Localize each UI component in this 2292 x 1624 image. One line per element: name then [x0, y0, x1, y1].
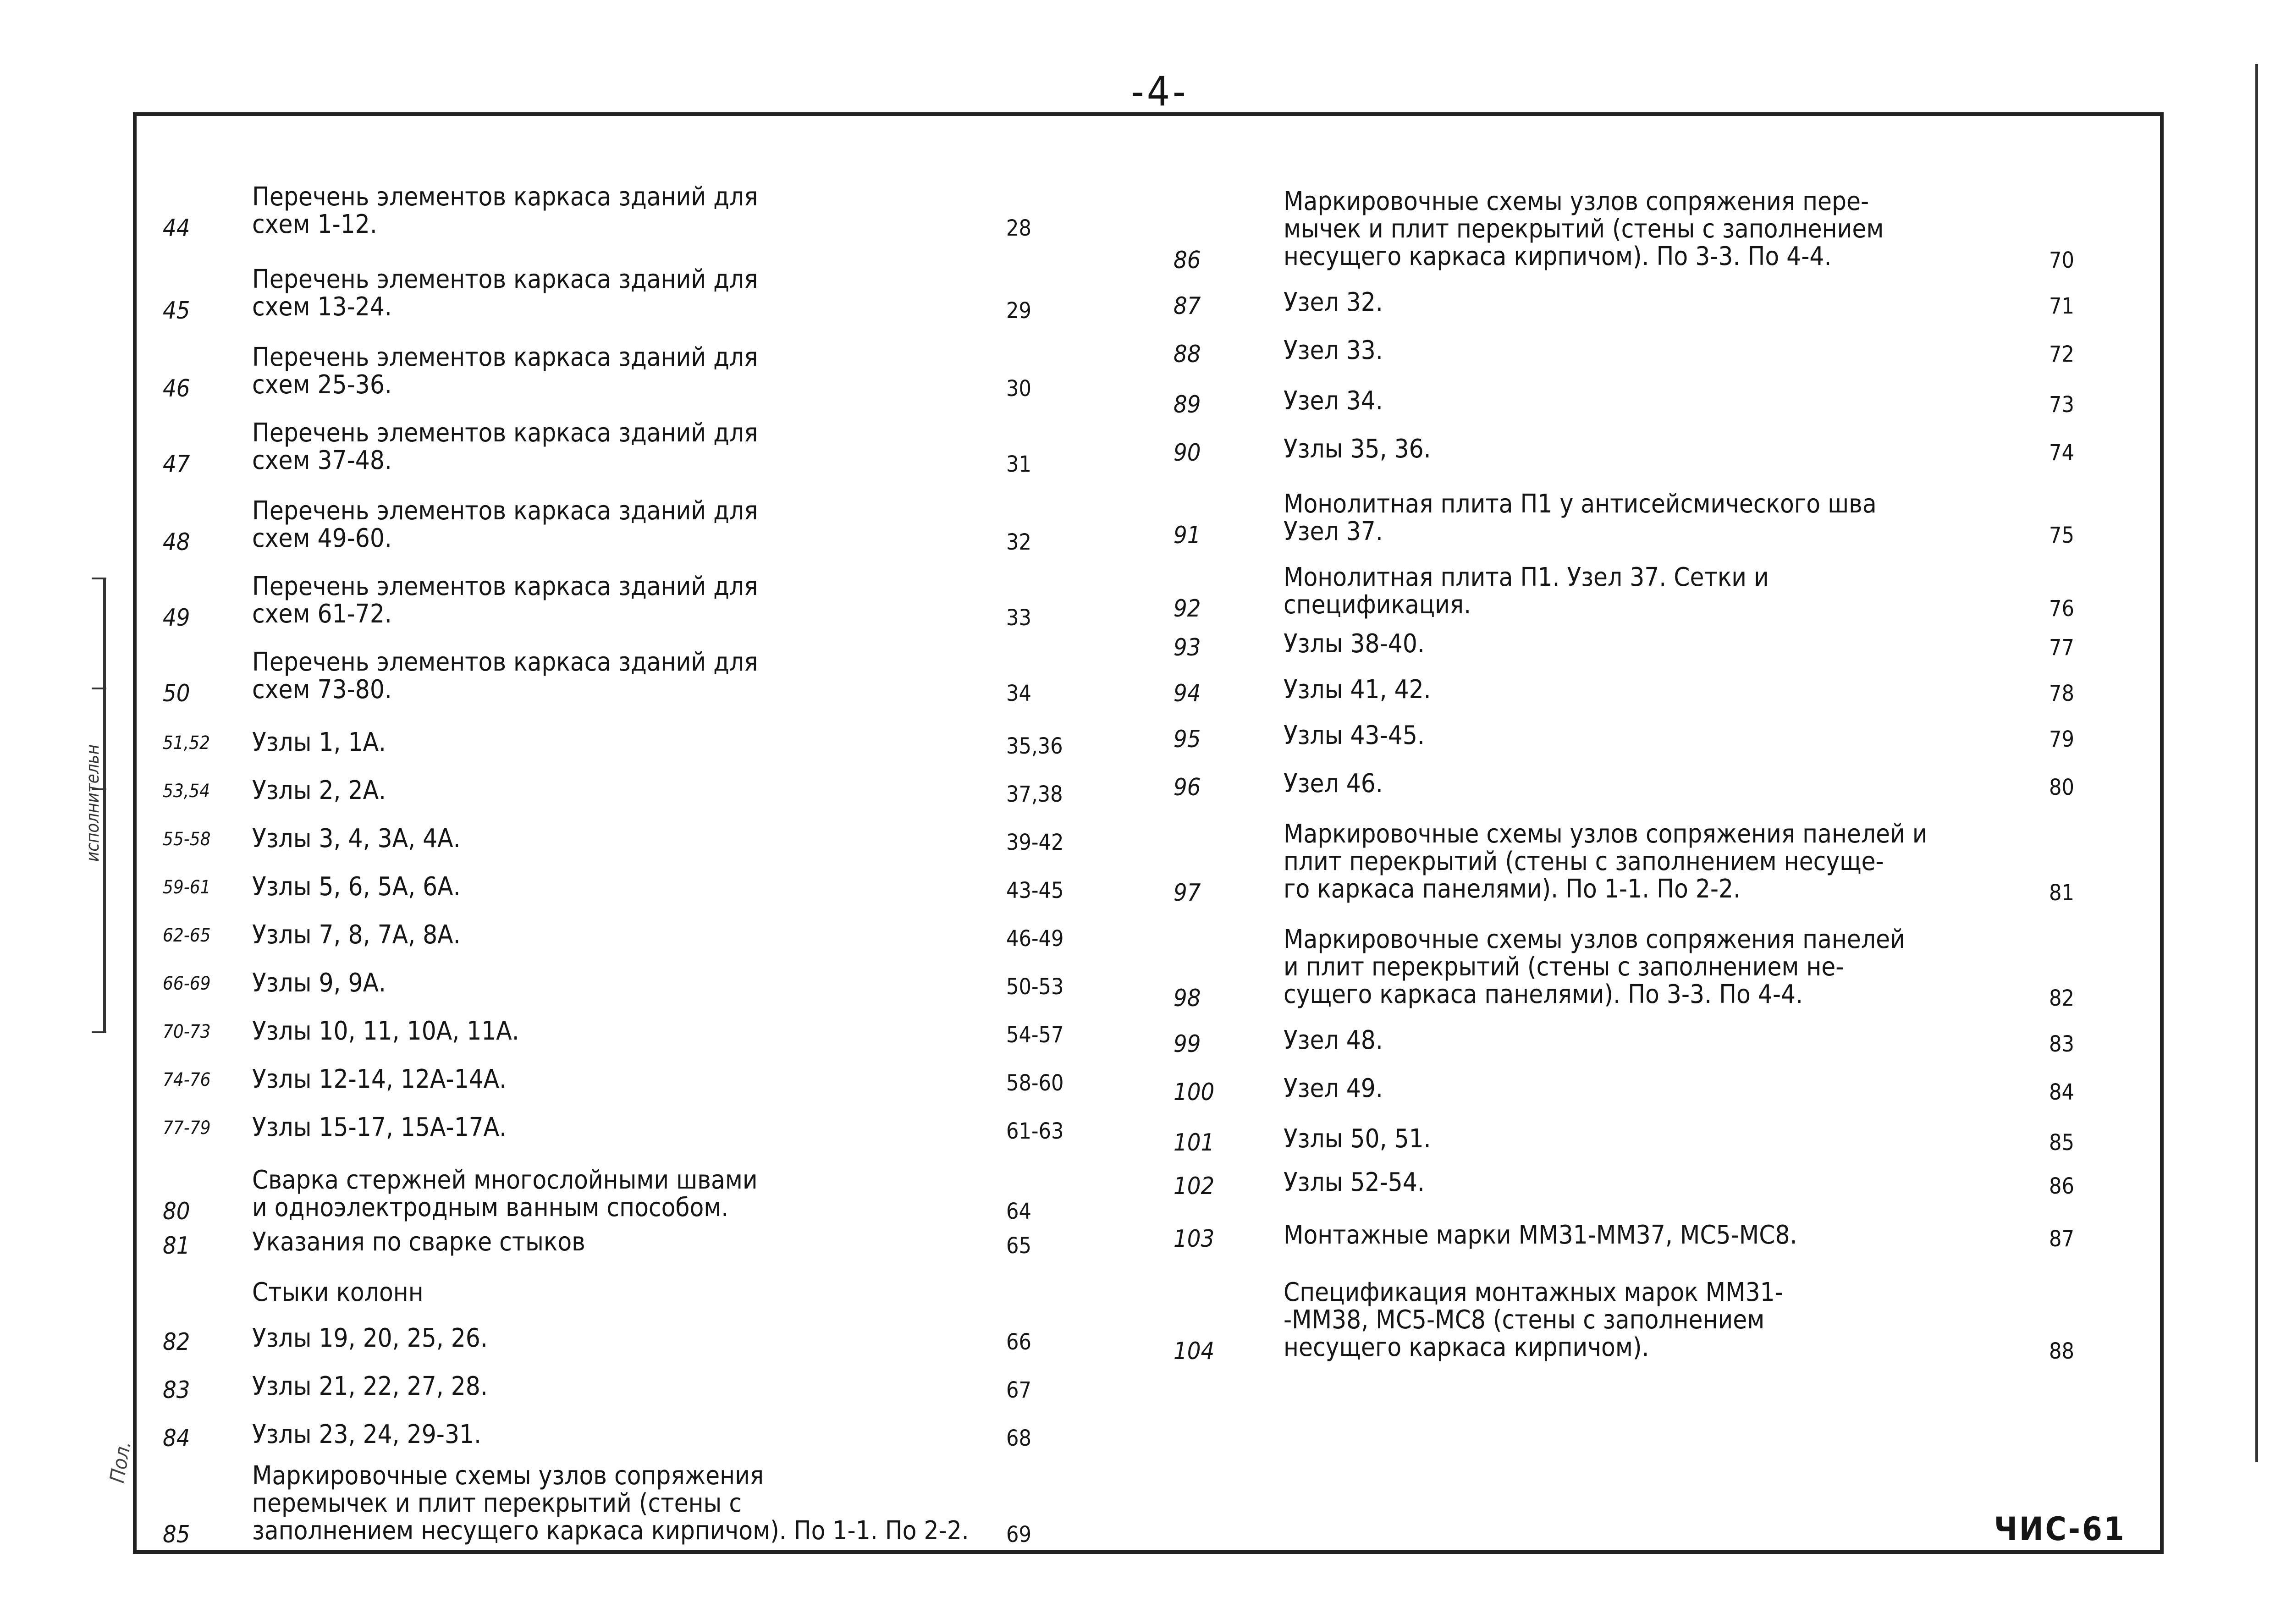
entry-number: 50 — [163, 680, 190, 707]
entry-number: 81 — [163, 1232, 190, 1260]
entry-number: 70-73 — [163, 1021, 211, 1042]
entry-number: 48 — [163, 528, 190, 556]
entry-title: Узел 49. — [1284, 1073, 1383, 1103]
entry-number: 87 — [1174, 292, 1201, 320]
entry-number: 90 — [1174, 439, 1201, 467]
entry-title: Перечень элементов каркаса зданий для схем 25-36. — [252, 342, 758, 400]
entry-number: 96 — [1174, 774, 1201, 801]
entry-title: Узлы 9, 9А. — [252, 968, 386, 998]
entry-title: Узлы 2, 2А. — [252, 776, 386, 805]
entry-page: 29 — [1006, 298, 1031, 324]
entry-page: 78 — [2049, 681, 2074, 706]
entry-title: Перечень элементов каркаса зданий для схем 37-48. — [252, 418, 758, 475]
entry-number: 94 — [1174, 680, 1201, 707]
entry-number: 86 — [1174, 247, 1201, 274]
right-margin-rule — [2255, 64, 2258, 1462]
entry-page: 31 — [1006, 451, 1031, 477]
entry-number: 82 — [163, 1328, 190, 1356]
entry-number: 44 — [163, 215, 190, 242]
entry-number: 95 — [1174, 726, 1201, 753]
entry-number: 51,52 — [163, 732, 210, 754]
entry-title: Монолитная плита П1. Узел 37. Сетки и спецификация. — [1284, 562, 1769, 620]
binding-tick — [92, 688, 106, 689]
entry-page: 58-60 — [1006, 1070, 1064, 1096]
entry-page: 50-53 — [1006, 974, 1064, 1000]
entry-number: 74-76 — [163, 1069, 211, 1090]
entry-page: 28 — [1006, 215, 1031, 241]
entry-page: 71 — [2049, 293, 2074, 319]
entry-page: 67 — [1006, 1377, 1031, 1403]
entry-title: Узлы 35, 36. — [1284, 434, 1431, 464]
entry-page: 69 — [1006, 1522, 1031, 1547]
entry-number: 89 — [1174, 391, 1201, 418]
entry-title: Узлы 43-45. — [1284, 721, 1425, 750]
binding-tick — [92, 1031, 106, 1033]
entry-number: 84 — [163, 1425, 190, 1452]
entry-title: Узлы 12-14, 12А-14А. — [252, 1064, 507, 1094]
entry-page: 87 — [2049, 1226, 2074, 1252]
entry-page: 61-63 — [1006, 1118, 1064, 1144]
entry-title: Стыки колонн — [252, 1277, 424, 1307]
entry-title: Маркировочные схемы узлов сопряжения панелей и плит перекрытий (стены с заполнением не- сущего каркаса панелями). По 3-3. По 4-4. — [1284, 925, 1905, 1009]
entry-number: 77-79 — [163, 1118, 211, 1139]
entry-title: Узел 34. — [1284, 386, 1383, 416]
entry-title: Узел 32. — [1284, 287, 1383, 317]
entry-title: Узлы 19, 20, 25, 26. — [252, 1323, 488, 1353]
page-number: -4- — [1131, 68, 1189, 115]
entry-title: Спецификация монтажных марок ММ31- -ММ38, МС5-МС8 (стены с заполнением несущего каркаса кирпичом). — [1284, 1277, 1783, 1362]
entry-page: 80 — [2049, 775, 2074, 800]
entry-title: Узел 33. — [1284, 336, 1383, 365]
entry-page: 46-49 — [1006, 926, 1064, 952]
entry-number: 45 — [163, 297, 190, 325]
entry-number: 55-58 — [163, 829, 211, 850]
entry-number: 97 — [1174, 879, 1201, 907]
entry-page: 70 — [2049, 248, 2074, 273]
entry-page: 88 — [2049, 1338, 2074, 1364]
entry-title: Монтажные марки ММ31-ММ37, МС5-МС8. — [1284, 1220, 1797, 1250]
entry-title: Сварка стержней многослойными швами и одноэлектродным ванным способом. — [252, 1165, 758, 1222]
entry-title: Монолитная плита П1 у антисейсмического шва Узел 37. — [1284, 489, 1877, 546]
entry-title: Узлы 52-54. — [1284, 1167, 1425, 1197]
entry-title: Перечень элементов каркаса зданий для схем 13-24. — [252, 264, 758, 322]
entry-number: 102 — [1174, 1173, 1215, 1200]
entry-page: 85 — [2049, 1130, 2074, 1156]
entry-page: 35,36 — [1006, 733, 1063, 759]
entry-title: Узлы 38-40. — [1284, 629, 1425, 659]
entry-number: 47 — [163, 451, 190, 478]
entry-number: 59-61 — [163, 877, 211, 898]
entry-number: 99 — [1174, 1030, 1201, 1058]
entry-page: 34 — [1006, 681, 1031, 706]
entry-page: 82 — [2049, 985, 2074, 1011]
entry-number: 104 — [1174, 1338, 1215, 1365]
entry-title: Узлы 3, 4, 3А, 4А. — [252, 824, 461, 853]
entry-page: 54-57 — [1006, 1022, 1064, 1048]
entry-page: 86 — [2049, 1173, 2074, 1199]
entry-title: Маркировочные схемы узлов сопряжения перемычек и плит перекрытий (стены с заполнением несущего каркаса кирпичом). По 1-1. По 2-2. — [252, 1461, 969, 1546]
entry-title: Перечень элементов каркаса зданий для схем 49-60. — [252, 496, 758, 553]
entry-title: Маркировочные схемы узлов сопряжения пере- мычек и плит перекрытий (стены с заполнением несущего каркаса кирпичом). По 3-3. По 4-4. — [1284, 187, 1884, 271]
entry-number: 88 — [1174, 341, 1201, 368]
entry-page: 81 — [2049, 880, 2074, 906]
binding-text: исполнительн — [83, 744, 103, 862]
entry-title: Узлы 10, 11, 10А, 11А. — [252, 1016, 519, 1046]
entry-number: 83 — [163, 1376, 190, 1404]
entry-page: 64 — [1006, 1199, 1031, 1224]
binding-tick — [92, 578, 106, 579]
entry-number: 103 — [1174, 1225, 1215, 1253]
entry-number: 62-65 — [163, 925, 211, 946]
entry-number: 93 — [1174, 634, 1201, 661]
entry-page: 65 — [1006, 1233, 1031, 1259]
entry-title: Узлы 41, 42. — [1284, 675, 1431, 705]
entry-page: 74 — [2049, 440, 2074, 466]
entry-number: 66-69 — [163, 973, 211, 994]
entry-page: 79 — [2049, 727, 2074, 752]
entry-title: Узлы 7, 8, 7А, 8А. — [252, 920, 461, 950]
entry-page: 66 — [1006, 1329, 1031, 1355]
entry-number: 53,54 — [163, 781, 210, 802]
entry-page: 83 — [2049, 1031, 2074, 1057]
entry-page: 32 — [1006, 529, 1031, 555]
entry-page: 68 — [1006, 1426, 1031, 1451]
entry-number: 101 — [1174, 1129, 1215, 1156]
entry-page: 77 — [2049, 635, 2074, 661]
entry-title: Узлы 15-17, 15А-17А. — [252, 1112, 507, 1142]
entry-number: 49 — [163, 604, 190, 632]
entry-title: Узлы 1, 1А. — [252, 727, 386, 757]
entry-number: 46 — [163, 375, 190, 402]
entry-number: 80 — [163, 1198, 190, 1225]
entry-title: Перечень элементов каркаса зданий для схем 61-72. — [252, 572, 758, 629]
entry-title: Узлы 50, 51. — [1284, 1124, 1431, 1154]
entry-page: 39-42 — [1006, 830, 1064, 855]
entry-page: 72 — [2049, 341, 2074, 367]
sheet-code: ЧИС-61 — [1994, 1510, 2126, 1548]
entry-title: Указания по сварке стыков — [252, 1227, 585, 1257]
entry-page: 84 — [2049, 1079, 2074, 1105]
entry-title: Перечень элементов каркаса зданий для схем 73-80. — [252, 647, 758, 705]
entry-number: 92 — [1174, 595, 1201, 622]
entry-page: 73 — [2049, 392, 2074, 418]
entry-title: Узлы 21, 22, 27, 28. — [252, 1371, 488, 1401]
entry-page: 43-45 — [1006, 878, 1064, 903]
binding-signature: Пол. — [105, 1439, 136, 1485]
entry-title: Узлы 5, 6, 5А, 6А. — [252, 872, 461, 902]
entry-page: 76 — [2049, 596, 2074, 622]
entry-page: 33 — [1006, 605, 1031, 631]
entry-number: 98 — [1174, 985, 1201, 1012]
entry-title: Узлы 23, 24, 29-31. — [252, 1420, 482, 1449]
entry-number: 100 — [1174, 1079, 1215, 1106]
entry-title: Узел 46. — [1284, 769, 1383, 798]
entry-number: 91 — [1174, 522, 1201, 549]
binding-strip — [103, 578, 106, 1031]
entry-title: Узел 48. — [1284, 1025, 1383, 1055]
entry-title: Маркировочные схемы узлов сопряжения панелей и плит перекрытий (стены с заполнением несуще- го каркаса панелями). По 1-1. По 2-2. — [1284, 819, 1928, 904]
entry-number: 85 — [163, 1521, 190, 1548]
entry-page: 37,38 — [1006, 782, 1063, 807]
entry-title: Перечень элементов каркаса зданий для схем 1-12. — [252, 182, 758, 239]
entry-page: 75 — [2049, 523, 2074, 548]
entry-page: 30 — [1006, 376, 1031, 402]
